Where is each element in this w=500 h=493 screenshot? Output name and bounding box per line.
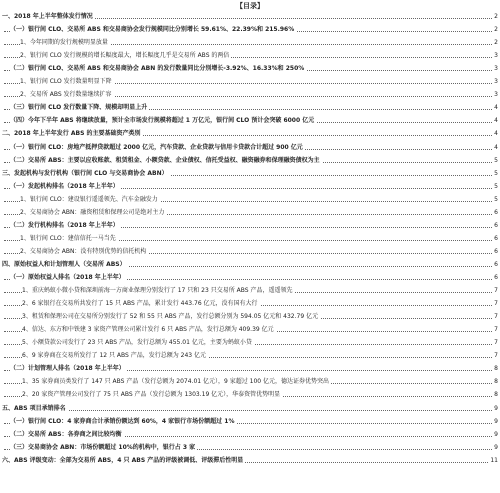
- toc-entry-text: （一）银行间 CLO：房地产抵押贷款超过 2000 亿元，汽车贷款、企业贷款与信用卡贷款合计超过 900 亿元: [10, 143, 303, 151]
- toc-entry[interactable]: [0, 312, 500, 322]
- toc-entry-text: （二）计划管理人排名（2018 年上半年）: [10, 365, 125, 373]
- toc-page-number: 2: [494, 13, 498, 20]
- toc-entry[interactable]: [0, 390, 500, 400]
- leader-dots: [4, 410, 492, 411]
- toc-entry-text: 5、小额贷款公司发行了 23 只 ABS 产品，发行总额为 455.01 亿元，主要为蚂蚁小贷: [22, 339, 252, 347]
- toc-page: [0, 1, 500, 493]
- toc-entry[interactable]: [0, 221, 500, 231]
- toc-entry[interactable]: [0, 286, 500, 296]
- toc-entry[interactable]: [0, 364, 500, 374]
- toc-page-number: 6: [494, 234, 498, 242]
- toc-page-number: 8: [494, 378, 498, 386]
- toc-page-number: 2: [494, 26, 498, 34]
- toc-entry[interactable]: [0, 208, 500, 218]
- toc-entry[interactable]: [0, 169, 500, 179]
- toc-entry-text: （三）交易商协会 ABN：市场份额超过 10%的机构中，银行占 3 家: [10, 443, 196, 451]
- toc-page-number: 7: [494, 326, 498, 334]
- toc-entry-text: 1、银行间 CLO：建信信托一马当先: [20, 234, 116, 242]
- toc-entry-text: （二）银行间 CLO、交易所 ABS 和交易商协会 ABN 的发行数量同比分别增长-3.92%、16.33%和 250%: [10, 65, 305, 73]
- toc-entry[interactable]: [0, 247, 500, 257]
- toc-entry-text: 2、交易商协会 ABN：融资租赁和保理公司是绝对主力: [20, 208, 165, 216]
- toc-entry[interactable]: [0, 25, 500, 35]
- toc-entry[interactable]: [0, 38, 500, 48]
- toc-entry-text: （一）发起机构排名（2018 年上半年）: [10, 182, 119, 190]
- toc-entry-text: 三、发起机构与发行机构（银行间 CLO 与交易商协会 ABN）: [2, 169, 168, 177]
- toc-entry-text: （三）银行间 CLO 发行数量下降、规模却明显上升: [10, 104, 148, 112]
- toc-entry-text: （一）银行间 CLO：4 家券商合计承销份额达到 60%，4 家银行市场份额超过 1%: [10, 417, 235, 425]
- toc-entry-text: 五、ABS 项目承销排名: [2, 404, 66, 412]
- toc-entry[interactable]: [0, 325, 500, 335]
- toc-entry-text: 六、ABS 评级变动：全部为交易所 ABS，4 只 ABS 产品的评级被调低、评级滞后性明显: [2, 456, 244, 464]
- toc-page-number: 4: [494, 130, 498, 138]
- toc-entry[interactable]: [0, 273, 500, 283]
- toc-entry[interactable]: [0, 417, 500, 427]
- toc-page-number: 9: [494, 404, 498, 412]
- toc-entry[interactable]: [0, 404, 500, 414]
- toc-entry[interactable]: [0, 103, 500, 113]
- toc-entry[interactable]: [0, 12, 500, 22]
- toc-entry[interactable]: [0, 456, 500, 466]
- toc-entry[interactable]: [0, 143, 500, 153]
- toc-entry-text: 2、银行间 CLO 发行规模的增长幅度最大，增长幅度几乎是交易所 ABS 的两倍: [20, 52, 230, 60]
- toc-entry-text: 2、6 家银行在交易所共发行了 15 只 ABS 产品，累计发行 443.76 亿元，没有国有大行: [22, 300, 258, 308]
- toc-page-number: 6: [494, 208, 498, 216]
- toc-entry-text: 一、2018 年上半年整体发行情况: [2, 13, 93, 20]
- toc-entry-text: 2、交易商协会 ABN：没有特别优势的信托机构: [20, 247, 147, 255]
- toc-entry-text: 1、银行间 CLO：建设银行遥遥领先、汽车金融发力: [20, 195, 158, 203]
- toc-page-number: 4: [494, 117, 498, 125]
- toc-entry[interactable]: [0, 90, 500, 100]
- toc-page-number: 7: [494, 339, 498, 347]
- toc-page-number: 6: [494, 221, 498, 229]
- toc-page-number: 4: [494, 104, 498, 112]
- toc-page-number: 7: [494, 313, 498, 321]
- toc-page-number: 7: [494, 287, 498, 295]
- toc-entry-text: 四、原始权益人和计划管理人（交易所 ABS）: [2, 260, 126, 268]
- toc-entry-text: 1、银行间 CLO 发行数量明显下降: [20, 78, 112, 86]
- toc-entry-text: 1、今年同期的发行规模明显放量: [20, 39, 108, 47]
- toc-entry[interactable]: [0, 338, 500, 348]
- toc-entry[interactable]: [0, 351, 500, 361]
- toc-entry-text: 4、信达、东方和中铁建 3 家资产管理公司累计发行 6 只 ABS 产品，发行总额为 409.39 亿元: [22, 326, 274, 334]
- toc-entry[interactable]: [0, 443, 500, 453]
- toc-page-number: 7: [494, 300, 498, 308]
- toc-page-number: 8: [494, 391, 498, 399]
- toc-page-number: 7: [494, 352, 498, 360]
- toc-entry[interactable]: [0, 64, 500, 74]
- toc-entry[interactable]: [0, 77, 500, 87]
- toc-page-number: 4: [494, 143, 498, 151]
- toc-entry-text: 2、交易所 ABS 发行数量继续扩容: [20, 91, 112, 99]
- toc-entry[interactable]: [0, 116, 500, 126]
- toc-page-number: 2: [494, 39, 498, 47]
- toc-page-number: 5: [494, 182, 498, 190]
- toc-title: 【目录】: [236, 2, 264, 10]
- toc-page-number: 3: [494, 78, 498, 86]
- toc-entry[interactable]: [0, 51, 500, 61]
- toc-page-number: 5: [494, 169, 498, 177]
- toc-entry-text: 6、9 家券商在交易所发行了 12 只 ABS 产品，发行总额为 243 亿元: [22, 352, 206, 360]
- toc-entry[interactable]: [0, 156, 500, 166]
- toc-entry-text: （一）银行间 CLO、交易所 ABS 和交易商协会发行规模同比分别增长 59.61%、22.39%和 215.96%: [10, 26, 295, 34]
- toc-page-number: 5: [494, 156, 498, 164]
- toc-page-number: 9: [494, 430, 498, 438]
- toc-page-number: 3: [494, 65, 498, 73]
- toc-page-number: 6: [494, 247, 498, 255]
- toc-page-number: 8: [494, 365, 498, 373]
- toc-page-number: 3: [494, 91, 498, 99]
- toc-entry[interactable]: [0, 234, 500, 244]
- toc-entry-text: 2、20 家资产管理公司发行了 75 只 ABS 产品（发行总额为 1303.19 亿元），华泰资管优势明显: [22, 391, 281, 399]
- toc-entry[interactable]: [0, 129, 500, 139]
- toc-entry[interactable]: [0, 182, 500, 192]
- toc-entry-text: （四）今年下半年 ABS 将继续放量，预计全市场发行规模将超过 1 万亿元，银行间 CLO 预计会突破 6000 亿元: [10, 117, 315, 125]
- toc-page-number: 9: [494, 443, 498, 451]
- toc-page-number: 6: [494, 260, 498, 268]
- toc-page-number: 11: [490, 456, 498, 464]
- toc-entry-text: （一）原始权益人排名（2018 年上半年）: [10, 274, 125, 281]
- toc-entry-text: （二）交易所 ABS：主要以应收账款、租赁租金、小额贷款、企业债权、信托受益权、融资融券和保理融资债权为主: [10, 156, 320, 164]
- toc-page-number: 9: [494, 417, 498, 425]
- toc-entry-text: 1、重庆蚂蚁小微小贷和深圳前海一方商业保理分别发行了 17 只和 23 只交易所 ABS 产品，遥遥领先: [22, 287, 293, 295]
- toc-entry[interactable]: [0, 299, 500, 309]
- toc-entry[interactable]: [0, 195, 500, 205]
- toc-page-number: 3: [494, 52, 498, 60]
- toc-entry-text: （二）交易所 ABS：各券商之间比较均衡: [10, 430, 122, 438]
- toc-page-number: 5: [494, 195, 498, 203]
- toc-page-number: 6: [494, 274, 498, 281]
- toc-entry[interactable]: [0, 430, 500, 440]
- toc-entry-text: （二）发行机构排名（2018 年上半年）: [10, 221, 119, 229]
- toc-entry[interactable]: [0, 260, 500, 270]
- toc-entry-text: 3、租赁和保理公司在交易所分别发行了 52 和 55 只 ABS 产品，发行总额分别为 594.05 亿元和 432.79 亿元: [22, 313, 319, 321]
- toc-entry[interactable]: [0, 377, 500, 387]
- toc-entry-text: 1、35 家券商员类发行了 147 只 ABS 产品（发行总额为 2074.01 亿元），9 家超过 100 亿元，德达证券优势突出: [22, 378, 329, 386]
- toc-entry-text: 二、2018 年上半年发行 ABS 的主要基础资产类别: [2, 130, 141, 138]
